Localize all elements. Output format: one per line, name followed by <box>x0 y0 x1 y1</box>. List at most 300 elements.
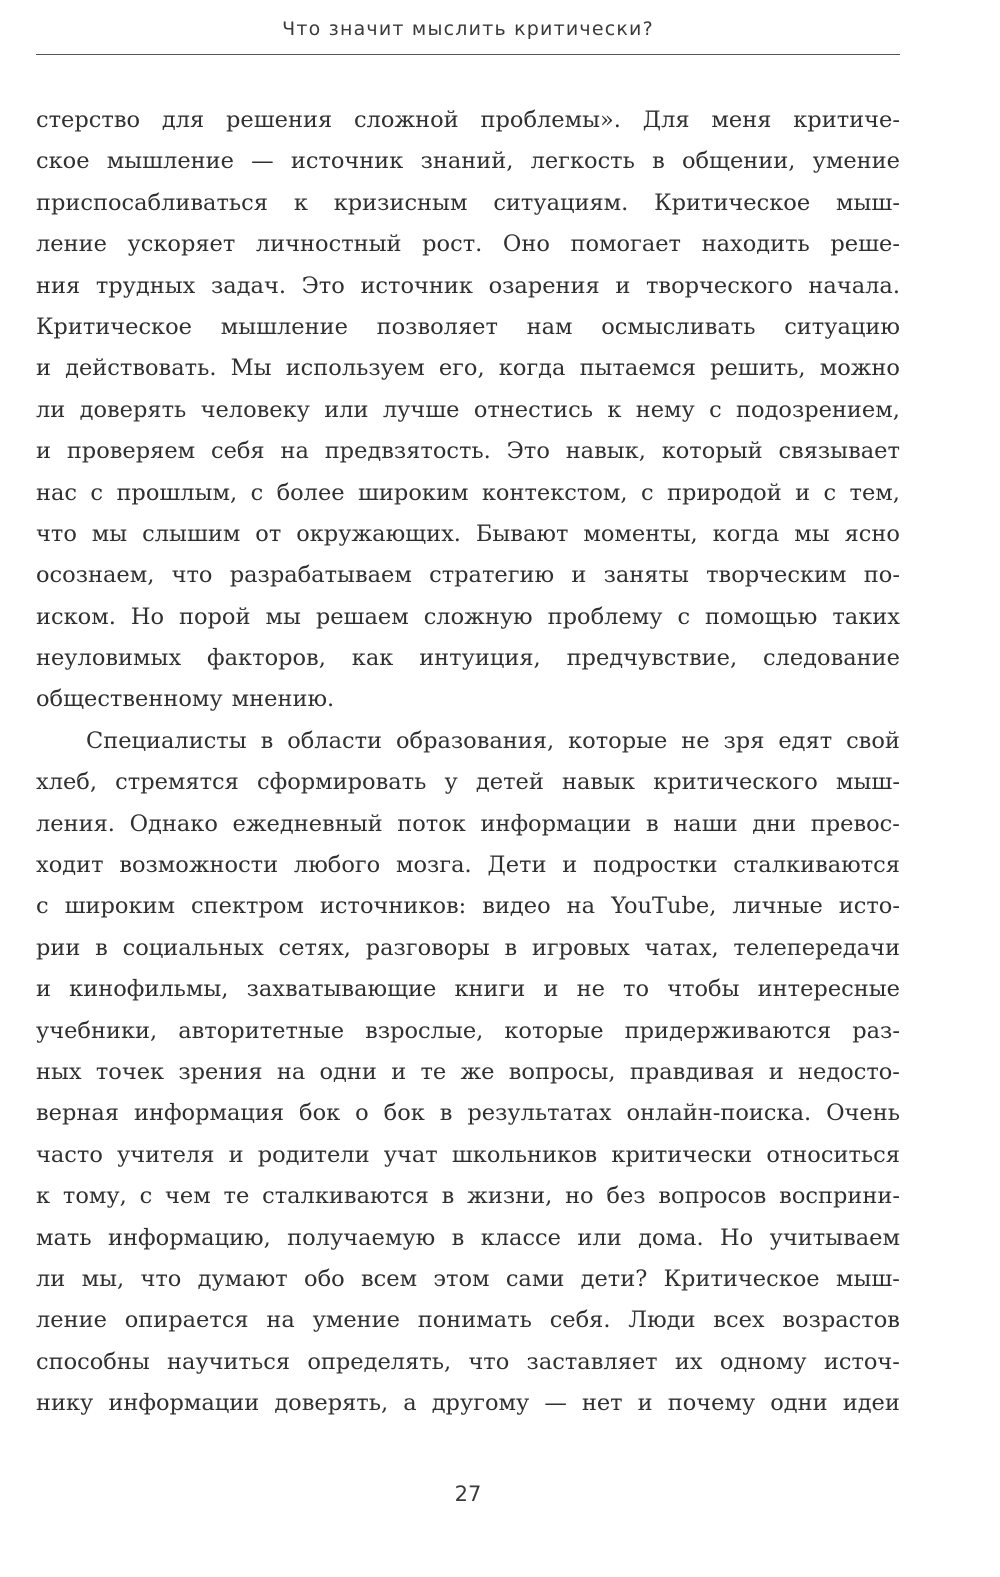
word: Дети <box>487 852 547 879</box>
word: вопросов <box>658 1183 767 1210</box>
word: дети? <box>580 1265 648 1292</box>
text-line <box>36 597 900 638</box>
word: личностный <box>255 231 402 258</box>
word: знаний, <box>420 148 514 175</box>
paragraph <box>36 721 900 1425</box>
word: исто- <box>838 893 900 920</box>
word: прошлым, <box>116 479 238 506</box>
word: с <box>90 479 104 506</box>
word: и <box>36 355 51 382</box>
word: и <box>543 976 559 1003</box>
word: стерство <box>36 107 141 133</box>
word: что <box>468 1348 510 1375</box>
word: ское <box>36 148 90 175</box>
word: Оно <box>502 231 550 258</box>
word: всем <box>360 1265 418 1292</box>
word: на <box>280 438 309 465</box>
word: и <box>391 1058 407 1085</box>
text-line <box>36 348 900 389</box>
word: навык, <box>565 438 646 465</box>
word: ежедневный <box>232 810 383 837</box>
text-line <box>36 266 900 307</box>
word: моменты, <box>583 520 698 547</box>
paragraph <box>36 100 900 721</box>
word: связывает <box>778 438 900 465</box>
word: источник <box>290 148 404 175</box>
text-line <box>36 431 900 472</box>
text-line <box>36 514 900 555</box>
word: общении, <box>681 148 796 175</box>
word: с <box>823 479 837 506</box>
word: бок <box>383 1100 425 1127</box>
word: по- <box>863 562 900 589</box>
word: тем, <box>849 479 900 506</box>
word: наши <box>673 810 738 837</box>
word: тому, <box>62 1183 127 1210</box>
word: всех <box>713 1307 765 1334</box>
word: чтобы <box>667 976 740 1003</box>
word: в <box>439 1100 453 1127</box>
word: — <box>251 148 274 175</box>
text-line <box>36 1300 900 1341</box>
word: интересные <box>757 976 900 1003</box>
text-line <box>36 141 900 182</box>
word: информации <box>108 1390 260 1417</box>
word: сетях, <box>278 934 351 961</box>
word: рии <box>36 934 81 961</box>
word: получаемую <box>287 1224 436 1251</box>
word: порой <box>178 603 251 630</box>
running-head: Что значит мыслить критически? <box>282 18 654 40</box>
word: подозрением, <box>736 396 900 423</box>
text-line <box>36 1135 900 1176</box>
word: заняты <box>603 562 689 589</box>
word: контекстом, <box>481 479 628 506</box>
word: думают <box>197 1265 288 1292</box>
word: Специалисты <box>86 727 247 754</box>
word: в <box>260 727 274 754</box>
word: информация <box>133 1100 285 1127</box>
word: учебники, <box>36 1017 158 1044</box>
word: в <box>652 148 665 175</box>
word: доверять <box>79 396 187 423</box>
word: подростки <box>593 852 718 879</box>
word: навык <box>562 769 636 796</box>
word: образования, <box>396 727 555 754</box>
word: ление <box>36 231 107 258</box>
word: игровых <box>531 934 630 961</box>
word: о <box>355 1100 369 1127</box>
header-rule <box>36 54 900 55</box>
word: мы <box>794 520 830 547</box>
word: критического <box>653 769 818 796</box>
word: книги <box>454 976 526 1003</box>
word: заставляет <box>526 1348 658 1375</box>
word: как <box>351 645 394 672</box>
word: умение <box>812 148 900 175</box>
word: Но <box>720 1224 754 1251</box>
word: в <box>504 934 518 961</box>
word: онлайн-поиска. <box>626 1100 812 1127</box>
word: с <box>677 603 691 630</box>
word: верная <box>36 1100 119 1127</box>
word: и <box>36 976 51 1003</box>
word: же <box>460 1058 495 1085</box>
word: раз- <box>852 1017 900 1044</box>
word: точек <box>95 1058 165 1085</box>
word: Люди <box>628 1307 696 1334</box>
word: родители <box>257 1141 370 1168</box>
word: мышление <box>220 313 348 340</box>
text-line <box>36 1052 900 1093</box>
word: этом <box>433 1265 490 1292</box>
text-line <box>36 638 900 679</box>
word: Но <box>130 603 165 630</box>
word: интуиция, <box>419 645 541 672</box>
word: реше- <box>830 231 900 258</box>
word: стремятся <box>115 769 239 796</box>
word: ситуацию <box>784 313 900 340</box>
word: ли <box>36 1265 66 1292</box>
word: и <box>637 1390 653 1417</box>
text-line <box>36 307 900 348</box>
word: научиться <box>167 1348 291 1375</box>
word: и <box>615 272 631 299</box>
word: факторов, <box>207 645 326 672</box>
word: природой <box>666 479 782 506</box>
word: вопросы, <box>508 1058 616 1085</box>
word: области <box>287 727 383 754</box>
word: ясно <box>844 520 900 547</box>
word: одни <box>319 1058 377 1085</box>
word: широким <box>64 893 176 920</box>
word: захватывающие <box>246 976 437 1003</box>
word: используем <box>285 355 425 382</box>
word: спектром <box>191 893 304 920</box>
word: рост. <box>422 231 483 258</box>
word: бок <box>299 1100 341 1127</box>
word: разговоры <box>365 934 490 961</box>
word: недосто- <box>798 1058 900 1085</box>
word: одному <box>719 1348 807 1375</box>
word: творческим <box>706 562 847 589</box>
page-number: 27 <box>454 1482 482 1506</box>
word: часто <box>36 1141 103 1168</box>
word: мыш- <box>836 189 900 216</box>
word: в <box>95 934 108 961</box>
word: в <box>451 1224 465 1251</box>
word: задач. <box>210 272 286 299</box>
word: нет <box>581 1390 623 1417</box>
word: Бывают <box>475 520 569 547</box>
word: и <box>228 1141 244 1168</box>
word: и <box>562 852 578 879</box>
word: мышление <box>106 148 234 175</box>
word: находить <box>701 231 810 258</box>
text-line <box>36 1342 900 1383</box>
word: решаем <box>315 603 409 630</box>
word: в <box>646 810 659 837</box>
word: зря <box>723 727 765 754</box>
word: доверять, <box>274 1390 389 1417</box>
text-line <box>36 224 900 265</box>
word: или <box>324 396 369 423</box>
word: озарения <box>488 272 600 299</box>
word: умение <box>312 1307 400 1334</box>
word: любого <box>293 852 381 879</box>
word: к <box>36 1183 51 1210</box>
word: учат <box>383 1141 438 1168</box>
text-line <box>36 845 900 886</box>
word: Для <box>642 107 690 133</box>
text-line <box>36 679 900 720</box>
word: критически <box>611 1141 753 1168</box>
word: относиться <box>766 1141 900 1168</box>
word: хлеб, <box>36 769 97 796</box>
word: понимать <box>417 1307 532 1334</box>
word: обо <box>304 1265 345 1292</box>
word: мозга. <box>395 852 472 879</box>
word: решить, <box>710 355 806 382</box>
word: видео <box>482 893 551 920</box>
word: а <box>403 1390 417 1417</box>
word: с <box>36 893 49 920</box>
word: решения <box>226 107 333 133</box>
word: который <box>661 438 763 465</box>
word: Мы <box>230 355 272 382</box>
body-text <box>36 100 900 1425</box>
word: следование <box>762 645 900 672</box>
word: сами <box>505 1265 565 1292</box>
word: или <box>577 1224 622 1251</box>
word: не <box>576 976 605 1003</box>
word: с <box>640 479 654 506</box>
word: Критическое <box>654 189 811 216</box>
word: приспосабливаться <box>36 189 268 216</box>
word: от <box>255 520 282 547</box>
word: позволяет <box>376 313 498 340</box>
word: начала. <box>808 272 900 299</box>
word: одни <box>770 1390 828 1417</box>
word: ситуациям. <box>493 189 629 216</box>
word: нас <box>36 479 78 506</box>
word: детей <box>475 769 544 796</box>
word: таких <box>832 603 900 630</box>
word: разрабатываем <box>229 562 412 589</box>
word: нему <box>635 396 695 423</box>
word: опирается <box>124 1307 249 1334</box>
word: на <box>566 893 596 920</box>
word: возможности <box>119 852 279 879</box>
text-line <box>36 1011 900 1052</box>
word: почему <box>667 1390 756 1417</box>
text-line <box>36 721 900 762</box>
word: кинофильмы, <box>69 976 229 1003</box>
word: зрения <box>178 1058 263 1085</box>
word: себя. <box>549 1307 611 1334</box>
word: которые <box>568 727 668 754</box>
text-line <box>36 804 900 845</box>
word: нам <box>526 313 573 340</box>
word: легкость <box>530 148 635 175</box>
word: что <box>171 562 213 589</box>
word: меня <box>711 107 772 133</box>
text-line <box>36 1259 900 1300</box>
word: источник <box>360 272 473 299</box>
word: нику <box>36 1390 94 1417</box>
word: мыш- <box>836 769 900 796</box>
text-line <box>36 1218 900 1259</box>
word: придерживаются <box>624 1017 832 1044</box>
word: пытаемся <box>579 355 696 382</box>
word: способны <box>36 1348 150 1375</box>
text-line <box>36 886 900 927</box>
word: восприни- <box>779 1183 900 1210</box>
text-line <box>36 1176 900 1217</box>
word: помощью <box>705 603 818 630</box>
word: с <box>139 1183 153 1210</box>
word: Это <box>506 438 550 465</box>
word: социальных <box>122 934 264 961</box>
word: когда <box>498 355 566 382</box>
word: их <box>674 1348 703 1375</box>
word: мы <box>265 603 301 630</box>
word: осознаем, <box>36 562 155 589</box>
word: стратегию <box>429 562 555 589</box>
word: авторитетные <box>178 1017 345 1044</box>
word: с <box>709 396 722 423</box>
word: кризисным <box>333 189 468 216</box>
word: трудных <box>95 272 196 299</box>
word: и <box>795 479 811 506</box>
word: телепередачи <box>733 934 900 961</box>
word: Критическое <box>663 1265 820 1292</box>
word: возрастов <box>782 1307 900 1334</box>
word: его, <box>438 355 485 382</box>
word: YouTube, <box>611 893 717 920</box>
word: Однако <box>129 810 218 837</box>
text-line <box>36 969 900 1010</box>
word: едят <box>778 727 833 754</box>
word: источ- <box>823 1348 900 1375</box>
text-line <box>36 1093 900 1134</box>
word: жизни, <box>467 1183 553 1210</box>
word: классе <box>480 1224 561 1251</box>
word: информации <box>480 810 632 837</box>
word: ли <box>36 396 66 423</box>
word: окружающих. <box>296 520 461 547</box>
word: на <box>266 1307 295 1334</box>
word: действовать. <box>65 355 217 382</box>
word: общественному <box>36 686 223 713</box>
word: ускоряет <box>127 231 236 258</box>
word: критиче- <box>793 107 900 133</box>
word: без <box>606 1183 646 1210</box>
text-line <box>36 1383 900 1424</box>
word: Это <box>301 272 345 299</box>
word: те <box>420 1058 447 1085</box>
word: помогает <box>570 231 682 258</box>
word: ления. <box>36 810 115 837</box>
word: то <box>623 976 650 1003</box>
word: слышим <box>142 520 241 547</box>
word: широким <box>358 479 469 506</box>
text-line <box>36 762 900 803</box>
word: школьников <box>451 1141 598 1168</box>
word: те <box>223 1183 250 1210</box>
word: и <box>36 438 51 465</box>
text-line <box>36 473 900 514</box>
word: на <box>276 1058 306 1085</box>
word: можно <box>819 355 900 382</box>
word: свой <box>846 727 900 754</box>
word: мнению. <box>231 686 335 713</box>
text-line <box>36 555 900 596</box>
word: сложную <box>423 603 533 630</box>
word: поток <box>397 810 466 837</box>
word: превос- <box>810 810 900 837</box>
word: информацию, <box>108 1224 271 1251</box>
word: проблемы». <box>480 107 621 133</box>
word: личные <box>732 893 823 920</box>
word: и <box>768 1058 784 1085</box>
word: мы, <box>81 1265 125 1292</box>
word: более <box>276 479 345 506</box>
text-line <box>36 100 900 141</box>
word: ление <box>36 1307 107 1334</box>
word: мать <box>36 1224 92 1251</box>
word: Очень <box>826 1100 900 1127</box>
word: мы <box>91 520 128 547</box>
word: что <box>36 520 77 547</box>
word: идеи <box>842 1390 900 1417</box>
word: сформировать <box>257 769 427 796</box>
word: сложной <box>354 107 459 133</box>
word: к <box>293 189 308 216</box>
word: творческого <box>645 272 793 299</box>
word: неуловимых <box>36 645 182 672</box>
word: чатах, <box>644 934 719 961</box>
word: для <box>161 107 205 133</box>
word: человеку <box>200 396 310 423</box>
word: но <box>565 1183 594 1210</box>
word: результатах <box>467 1100 612 1127</box>
word: лучше <box>382 396 460 423</box>
word: когда <box>712 520 780 547</box>
word: чем <box>165 1183 211 1210</box>
word: взрослые, <box>365 1017 484 1044</box>
word: источников: <box>319 893 467 920</box>
word: — <box>544 1390 567 1417</box>
word: себя <box>210 438 265 465</box>
word: мыш- <box>835 1265 900 1292</box>
word: и <box>571 562 587 589</box>
word: иском. <box>36 603 116 630</box>
word: что <box>140 1265 182 1292</box>
word: Критическое <box>36 313 192 340</box>
word: ходит <box>36 852 104 879</box>
word: сталкиваются <box>262 1183 429 1210</box>
word: не <box>681 727 710 754</box>
word: ных <box>36 1058 82 1085</box>
word: у <box>444 769 458 796</box>
word: правдивая <box>629 1058 755 1085</box>
word: дома. <box>638 1224 704 1251</box>
word: учитываем <box>769 1224 900 1251</box>
word: предвзятость. <box>324 438 491 465</box>
word: осмысливать <box>601 313 756 340</box>
word: проверяем <box>66 438 196 465</box>
